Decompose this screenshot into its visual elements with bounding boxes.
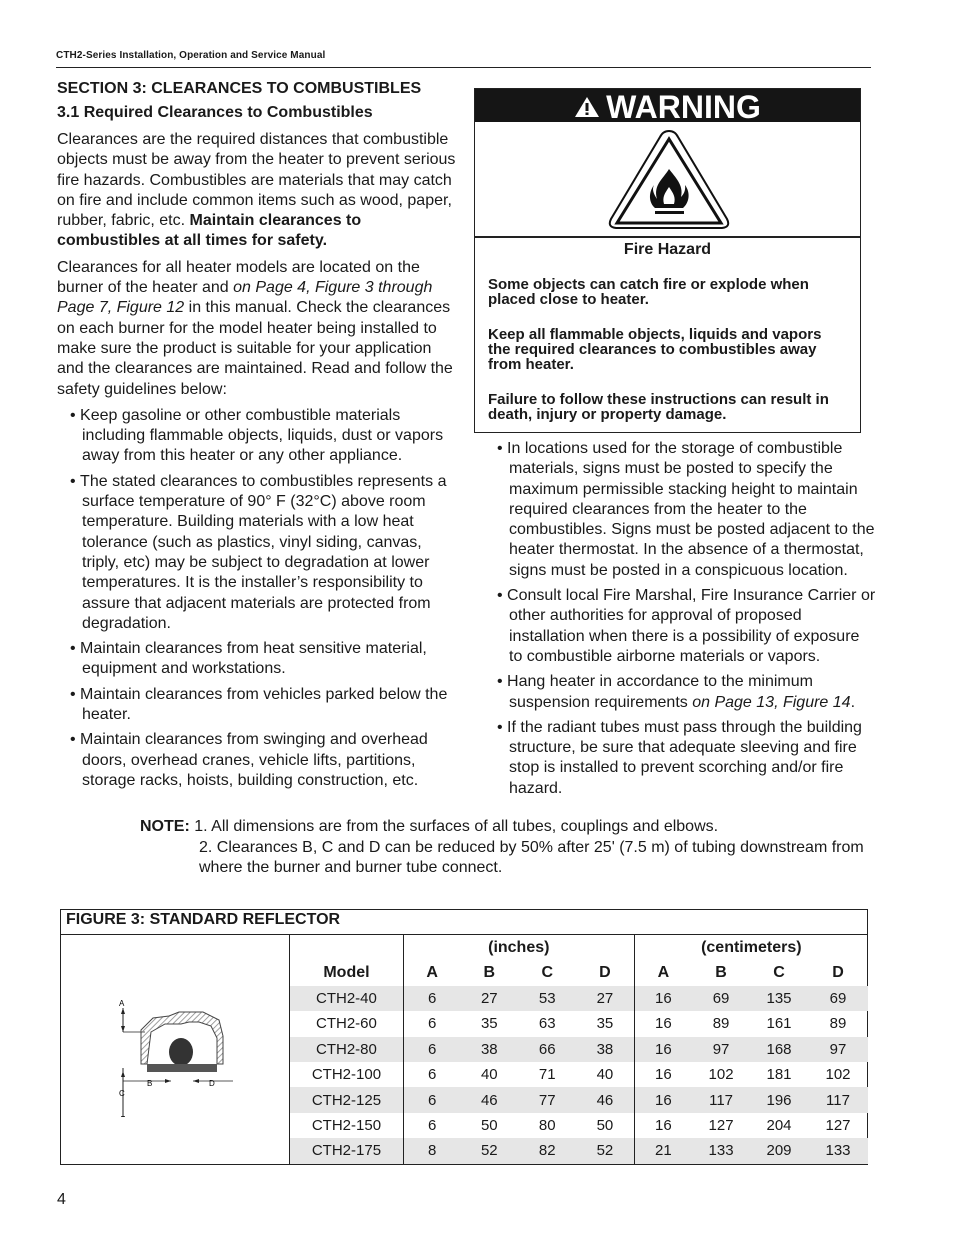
value-cell: 89 (712, 1015, 730, 1033)
table-row (290, 1062, 869, 1087)
value-cell: 6 (403, 1037, 460, 1062)
value-cell: 196 (750, 1087, 808, 1112)
value-cell: 71 (538, 1066, 556, 1084)
column-header: D (599, 964, 611, 982)
value-cell: 127 (825, 1116, 851, 1134)
column-header: Model (290, 960, 404, 985)
value-cell: 27 (460, 986, 518, 1011)
value-cell: 52 (460, 1138, 518, 1163)
value-cell: 35 (480, 1015, 498, 1033)
model-cell: CTH2-175 (290, 1138, 404, 1163)
column-header: C (541, 964, 554, 982)
value-cell: 133 (692, 1138, 750, 1163)
table-group-header (290, 935, 869, 960)
value-cell: 161 (766, 1015, 792, 1033)
list-item: • Keep gasoline or other combustible materials including flammable objects, liquids, dust or vapors away from this heater or any other appliance. (70, 406, 444, 465)
model-cell: CTH2-60 (290, 1011, 404, 1036)
value-cell: 40 (480, 1066, 498, 1084)
value-cell: 6 (403, 1011, 460, 1036)
svg-text:A: A (119, 999, 125, 1008)
model-cell: CTH2-150 (290, 1113, 404, 1138)
value-cell: 46 (460, 1087, 518, 1112)
value-cell: 77 (518, 1087, 576, 1112)
value-cell: 6 (403, 986, 460, 1011)
list-item: • Hang heater in accordance to the minimum suspension requirements on Page 13, Figure 14. (497, 673, 856, 711)
table-body (290, 986, 869, 1164)
table-row (290, 1087, 869, 1112)
value-cell: 127 (708, 1116, 734, 1134)
left-column (57, 130, 462, 796)
value-cell: 52 (576, 1138, 634, 1163)
figure-title: FIGURE 3: STANDARD REFLECTOR (66, 911, 341, 928)
value-cell: 97 (692, 1037, 750, 1062)
subsection-title: 3.1 Required Clearances to Combustibles (57, 104, 373, 121)
value-cell: 117 (692, 1087, 750, 1112)
column-header: B (483, 964, 496, 982)
value-cell: 6 (403, 1062, 460, 1087)
value-cell: 102 (825, 1066, 851, 1084)
column-header: A (403, 960, 460, 985)
value-cell: 16 (634, 1113, 692, 1138)
warning-triangle-icon (574, 91, 600, 124)
value-cell: 40 (596, 1066, 614, 1084)
value-cell: 133 (808, 1138, 868, 1163)
figure-standard-reflector (60, 909, 868, 1165)
warning-banner: WARNING (475, 89, 860, 122)
value-cell: 50 (596, 1116, 614, 1134)
warning-divider (475, 236, 860, 238)
svg-text:B: B (147, 1079, 153, 1088)
manual-header: CTH2-Series Installation, Operation and Service Manual (56, 50, 326, 61)
warning-box (474, 88, 861, 433)
paragraph-intro: Clearances are the required distances that combustible objects must be away from the heater to prevent serious fire hazards. Combustibles are materials that may catch on fire and include common items such as wood, paper, rubber, fabric, etc. Maintain clearances to combustibles at all times for safety. (57, 131, 456, 250)
value-cell: 117 (808, 1087, 868, 1112)
value-cell: 8 (403, 1138, 460, 1163)
table-row (290, 1011, 869, 1036)
svg-text:C: C (119, 1089, 125, 1098)
list-item: • Maintain clearances from swinging and overhead doors, overhead cranes, vehicle lifts, partitions, storage racks, hoists, building construction, etc. (70, 731, 428, 789)
value-cell: 69 (808, 986, 868, 1011)
value-cell: 6 (403, 1087, 460, 1112)
model-cell: CTH2-125 (290, 1087, 404, 1112)
value-cell: 80 (538, 1116, 556, 1134)
value-cell: 21 (634, 1138, 692, 1163)
model-cell: CTH2-100 (290, 1062, 404, 1087)
reflector-diagram (111, 972, 241, 1122)
value-cell: 46 (576, 1087, 634, 1112)
right-column (484, 439, 876, 804)
note: NOTE: 1. All dimensions are from the surfaces of all tubes, couplings and elbows. 2. Clearances B, C and D can be reduced by 50% after 25' (7.5 m) of tubing downstream from where the burner and burner tube connect. (140, 818, 864, 876)
table-row (290, 1138, 869, 1163)
value-cell: 35 (596, 1015, 614, 1033)
value-cell: 6 (403, 1113, 460, 1138)
model-cell: CTH2-40 (290, 986, 404, 1011)
value-cell: 209 (750, 1138, 808, 1163)
section-title: SECTION 3: CLEARANCES TO COMBUSTIBLES (57, 80, 422, 97)
column-header: A (634, 960, 692, 985)
fire-hazard-icon (605, 127, 733, 237)
table-row (290, 986, 869, 1011)
clearance-table (289, 935, 868, 1164)
value-cell: 181 (766, 1066, 792, 1084)
value-cell: 168 (750, 1037, 808, 1062)
table-row (290, 1037, 869, 1062)
value-cell: 204 (766, 1116, 792, 1134)
value-cell: 16 (634, 1037, 692, 1062)
value-cell: 16 (634, 1087, 692, 1112)
value-cell: 69 (692, 986, 750, 1011)
column-header: D (832, 964, 844, 982)
warning-text: Some objects can catch fire or explode when placed close to heater. Keep all flammable objects, liquids and vapors the required clearances to combustibles away from heater. Failure to follow these instructions can result in death, injury or property damage. (488, 276, 829, 423)
svg-text:D: D (209, 1079, 215, 1088)
value-cell: 97 (808, 1037, 868, 1062)
value-cell: 63 (538, 1015, 556, 1033)
value-cell: 38 (460, 1037, 518, 1062)
hazard-title: Fire Hazard (623, 241, 712, 258)
value-cell: 66 (518, 1037, 576, 1062)
value-cell: 38 (576, 1037, 634, 1062)
value-cell: 82 (518, 1138, 576, 1163)
value-cell: 102 (708, 1066, 734, 1084)
page-number: 4 (57, 1191, 66, 1208)
model-cell: CTH2-80 (290, 1037, 404, 1062)
value-cell: 16 (634, 1062, 692, 1087)
value-cell: 27 (576, 986, 634, 1011)
table-column-header (290, 960, 869, 985)
table-row (290, 1113, 869, 1138)
list-item: • Consult local Fire Marshal, Fire Insurance Carrier or other authorities for approval of proposed installation when there is a possibility of exposure to combustible airborne materials or vapors. (497, 587, 876, 665)
header-divider (56, 67, 871, 68)
value-cell: 135 (750, 986, 808, 1011)
column-header: B (715, 964, 727, 982)
list-item: • Maintain clearances from heat sensitive material, equipment and workstations. (70, 640, 427, 678)
group-header-centimeters: (centimeters) (634, 935, 868, 960)
paragraph-locations: Clearances for all heater models are located on the burner of the heater and on Page 4, Figure 3 through Page 7, Figure 12 in this manual. Check the clearances on each burner for the model heater being installed to make sure the product is suitable for your application and the clearances are maintained. Read and follow the safety guidelines below: (57, 258, 453, 398)
value-cell: 50 (480, 1116, 498, 1134)
list-item: • Maintain clearances from vehicles parked below the heater. (70, 685, 448, 724)
list-item: • In locations used for the storage of combustible materials, signs must be posted to specify the maximum permissible stacking height to maintain required clearances from the heater to the combustibles. Signs must be posted adjacent to the heater thermostat. In the absence of a thermostat, signs must be posted in a conspicuous location. (497, 440, 875, 579)
column-header: C (773, 964, 785, 982)
value-cell: 16 (634, 986, 692, 1011)
value-cell: 16 (634, 1011, 692, 1036)
value-cell: 89 (829, 1015, 847, 1033)
list-item: • If the radiant tubes must pass through the building structure, be sure that adequate sleeving and fire stop is installed to prevent scorching and/or fire hazard. (497, 718, 862, 797)
note-label: NOTE: (140, 818, 190, 835)
group-header-inches: (inches) (403, 935, 634, 960)
list-item: • The stated clearances to combustibles represents a surface temperature of 90° F (32°C) above room temperature. Building materials with a low heat tolerance (such as plastics, vinyl siding, canvas, triply, etc) may be subject to degradation at lower temperatures. It is the installer’s responsibility to assure that adjacent materials are protected from degradation. (70, 472, 447, 632)
value-cell: 53 (518, 986, 576, 1011)
